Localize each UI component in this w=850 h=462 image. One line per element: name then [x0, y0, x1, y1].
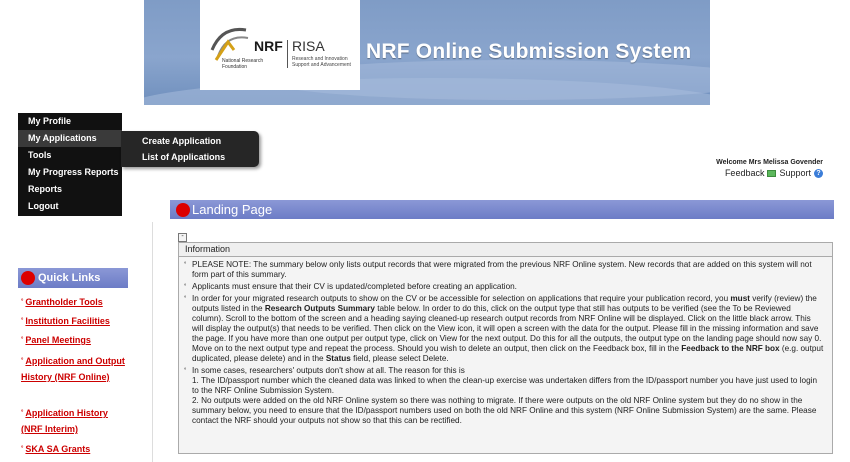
welcome-message: Welcome Mrs Melissa Govender	[716, 159, 823, 166]
quick-link-item: ° Panel Meetings	[21, 335, 91, 345]
main-nav-menu	[18, 113, 122, 216]
nrf-subtitle: National Research Foundation	[222, 58, 264, 70]
quick-link-item: ° Grantholder Tools	[21, 297, 103, 307]
quick-link-item: ° Application History (NRF Interim)	[21, 408, 108, 434]
collapse-toggle-icon[interactable]: -	[178, 233, 187, 242]
logo-divider	[287, 40, 288, 68]
info-item: ° In some cases, researchers' outputs don't show at all. The reason for this is 1. The ID/passport number which the cleaned data was linked to when the clean-up exercise was undertaken differs from the ID/passport number you have just used to login to the NRF Online Submission System. 2. No outputs were added on the old NRF Online system so there was nothing to migrate. If there were outputs on the old NRF Online system but they do no show in the summary below, you need to ensure that the ID/passport numbers used on both the old NRF Online and this system (NRF Online Submission System) are the same. Please contact the NRF should your outputs not show so that this can be rectified.	[184, 366, 818, 425]
site-title: NRF Online Submission System	[366, 40, 692, 63]
quick-link-item: ° Application and Output History (NRF Online)	[21, 356, 125, 382]
support-link[interactable]: Support	[779, 168, 811, 178]
risa-logo-text: RISA	[292, 38, 325, 54]
page-title: Landing Page	[192, 202, 273, 217]
red-dot-icon	[21, 271, 35, 285]
applications-submenu	[121, 131, 259, 167]
red-dot-icon	[176, 203, 190, 217]
submenu-list-of-applications[interactable]: List of Applications	[142, 152, 226, 162]
nav-item-my-progress-reports[interactable]: My Progress Reports	[28, 167, 119, 177]
nav-item-tools[interactable]: Tools	[28, 150, 52, 160]
help-icon[interactable]: ?	[814, 169, 823, 178]
quick-link-application-history-interim[interactable]: Application History (NRF Interim)	[21, 408, 108, 434]
quick-link-grantholder-tools[interactable]: Grantholder Tools	[25, 297, 103, 307]
nav-item-my-profile[interactable]: My Profile	[28, 116, 72, 126]
submenu-create-application[interactable]: Create Application	[142, 136, 222, 146]
user-links	[725, 168, 823, 178]
quick-link-item: ° Institution Facilities	[21, 316, 110, 326]
risa-subtitle: Research and Innovation Support and Advancement	[292, 56, 351, 68]
quick-link-panel-meetings[interactable]: Panel Meetings	[25, 335, 91, 345]
quick-links-title: Quick Links	[38, 272, 101, 284]
nav-item-my-applications[interactable]: My Applications	[18, 130, 122, 147]
quick-link-institution-facilities[interactable]: Institution Facilities	[25, 316, 110, 326]
feedback-link[interactable]: Feedback	[724, 168, 765, 178]
page-title-bar	[170, 200, 834, 219]
nav-item-reports[interactable]: Reports	[28, 184, 63, 194]
nav-item-logout[interactable]: Logout	[28, 201, 59, 211]
information-panel	[178, 242, 833, 454]
info-item: ° Applicants must ensure that their CV is updated/completed before creating an application.	[184, 282, 517, 291]
quick-link-item: ° SKA SA Grants	[21, 444, 91, 454]
quick-link-ska-sa-grants[interactable]: SKA SA Grants	[25, 444, 91, 454]
header-banner	[144, 0, 710, 105]
nrf-logo-text: NRF	[254, 38, 283, 54]
info-item: ° In order for your migrated research outputs to show on the CV or be accessible for selection on applications that require your publication record, you must verify (review) the outputs listed in the Research Outputs Summary table below. In order to do this, click on the output type that still has outputs to be verified (see the To be Reviewed column). Scroll to the bottom of the screen and a heading saying cleaned-up research output records from NRF Online will be displayed. Click on the little black arrow. This will display the output(s) that needs to be verified. Then click on the View icon, it will open a screen with the data for the output. Please fill in the missing information and save the page. If you have more than one output per output type, click on View for the next output. Do this for all the outputs, the output type on the landing page should now say 0. Move on to the next output type and repeat the process. Should you wish to delete an output, then click on the Feedback box, fill in the Feedback to the NRF box (e.g. output duplicated, please delete) and in the Status field, please select Delete.	[184, 294, 824, 363]
column-divider	[152, 222, 153, 462]
quick-link-application-output-history[interactable]: Application and Output History (NRF Online)	[21, 356, 125, 382]
quick-links-header	[18, 268, 128, 288]
information-heading: Information	[179, 243, 832, 257]
envelope-icon[interactable]	[767, 170, 776, 177]
info-item: ° PLEASE NOTE: The summary below only lists output records that were migrated from the previous NRF Online system. New records that are added on this system will not form part of this summary.	[184, 260, 812, 279]
